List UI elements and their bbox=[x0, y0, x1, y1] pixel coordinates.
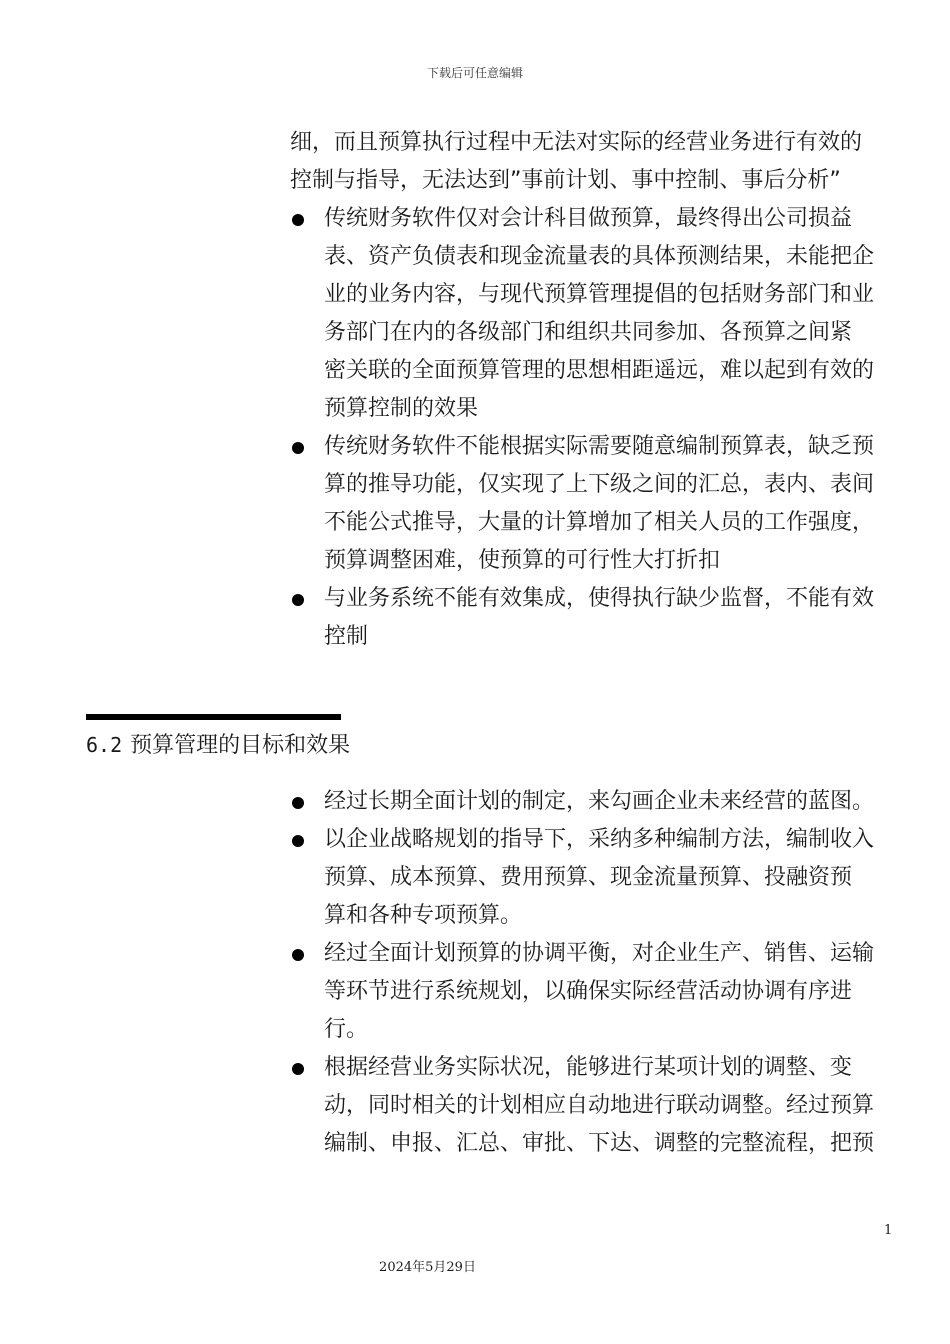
list-item-line: 密关联的全面预算管理的思想相距遥远，难以起到有效的 bbox=[324, 358, 875, 383]
list-item-line: 预算、成本预算、费用预算、现金流量预算、投融资预 bbox=[324, 865, 853, 890]
bullet-icon bbox=[292, 835, 304, 847]
list-item-line: 根据经营业务实际状况，能够进行某项计划的调整、变 bbox=[324, 1055, 853, 1080]
page-header: 下载后可任意编辑 bbox=[426, 66, 523, 80]
bullet-icon bbox=[292, 594, 304, 606]
list-item-line: 编制、申报、汇总、审批、下达、调整的完整流程，把预 bbox=[324, 1131, 875, 1156]
section-heading bbox=[86, 728, 350, 759]
list-item-line: 等环节进行系统规划，以确保实际经营活动协调有序进 bbox=[324, 979, 853, 1004]
list-item-line: 经过全面计划预算的协调平衡，对企业生产、销售、运输 bbox=[324, 941, 875, 966]
section-number: 6.2 bbox=[86, 733, 123, 757]
intro-paragraph bbox=[290, 124, 900, 200]
bullet-icon bbox=[292, 214, 304, 226]
list-item-line: 务部门在内的各级部门和组织共同参加、各预算之间紧 bbox=[324, 320, 853, 345]
bullet-icon bbox=[292, 949, 304, 961]
bullet-list-goals bbox=[290, 783, 900, 1163]
list-item-line: 控制 bbox=[324, 624, 369, 649]
list-item-line: 传统财务软件仅对会计科目做预算，最终得出公司损益 bbox=[324, 206, 853, 231]
list-item bbox=[290, 428, 900, 580]
intro-line: 控制与指导，无法达到”事前计划、事中控制、事后分析” bbox=[290, 168, 841, 193]
list-item-line: 算的推导功能，仅实现了上下级之间的汇总，表内、表间 bbox=[324, 472, 875, 497]
list-item-line: 行。 bbox=[324, 1017, 369, 1042]
list-item bbox=[290, 935, 900, 1049]
list-item-line: 业的业务内容，与现代预算管理提倡的包括财务部门和业 bbox=[324, 282, 875, 307]
list-item-line: 动，同时相关的计划相应自动地进行联动调整。经过预算 bbox=[324, 1093, 875, 1118]
list-item-line: 经过长期全面计划的制定，来勾画企业未来经营的蓝图。 bbox=[324, 789, 875, 814]
intro-line: 细，而且预算执行过程中无法对实际的经营业务进行有效的 bbox=[290, 130, 863, 155]
bullet-icon bbox=[292, 1063, 304, 1075]
section-title-text: 预算管理的目标和效果 bbox=[130, 733, 351, 758]
bullet-icon bbox=[292, 797, 304, 809]
list-item bbox=[290, 1049, 900, 1163]
list-item-line: 不能公式推导，大量的计算增加了相关人员的工作强度， bbox=[324, 510, 875, 535]
list-item bbox=[290, 200, 900, 428]
bullet-list-problems bbox=[290, 200, 900, 656]
list-item-line: 预算调整困难，使预算的可行性大打折扣 bbox=[324, 548, 721, 573]
list-item-line: 表、资产负债表和现金流量表的具体预测结果，未能把企 bbox=[324, 244, 875, 269]
list-item bbox=[290, 580, 900, 656]
list-item-line: 传统财务软件不能根据实际需要随意编制预算表，缺乏预 bbox=[324, 434, 875, 459]
footer-date: 2024年5月29日 bbox=[379, 1260, 476, 1275]
list-item-line: 算和各种专项预算。 bbox=[324, 903, 523, 928]
list-item bbox=[290, 783, 900, 821]
bullet-icon bbox=[292, 442, 304, 454]
list-item-line: 以企业战略规划的指导下，采纳多种编制方法，编制收入 bbox=[324, 827, 875, 852]
page-number: 1 bbox=[884, 1223, 893, 1238]
list-item-line: 与业务系统不能有效集成，使得执行缺少监督，不能有效 bbox=[324, 586, 875, 611]
section-divider bbox=[86, 714, 341, 720]
list-item bbox=[290, 821, 900, 935]
list-item-line: 预算控制的效果 bbox=[324, 396, 479, 421]
